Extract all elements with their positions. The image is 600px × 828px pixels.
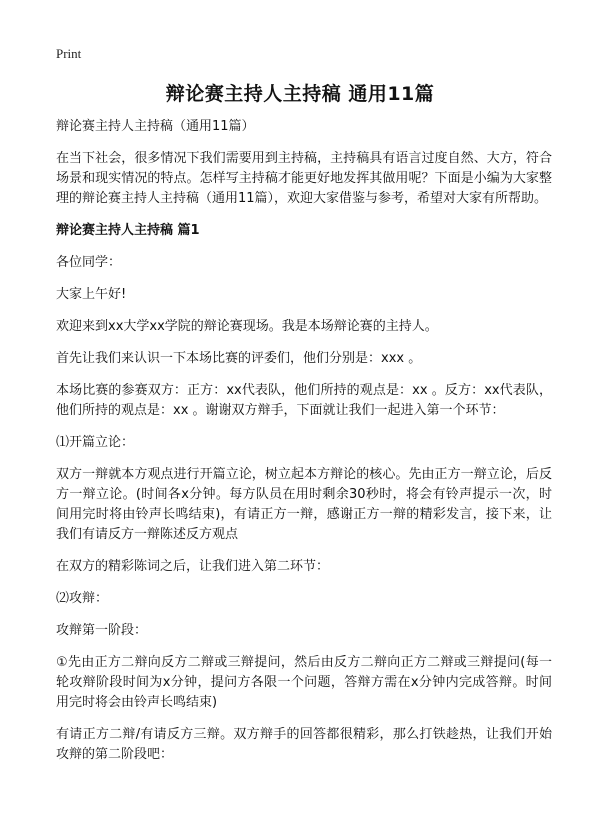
intro-paragraph: 在当下社会，很多情况下我们需要用到主持稿，主持稿具有语言过度自然、大方，符合场景和现实情况的特点。怎样写主持稿才能更好地发挥其做用呢？下面是小编为大家整理的辩论赛主持人主持稿（通用11篇），欢迎大家借鉴与参考，希望对大家有所帮助。 xyxy=(56,151,552,206)
body-paragraph: ⑵攻辩： xyxy=(56,591,109,606)
body-paragraph: 攻辩第一阶段： xyxy=(56,623,148,638)
body-paragraph: 有请正方二辩/有请反方三辩。双方辩手的回答都很精彩，那么打铁趁热，让我们开始攻辩的第二阶段吧： xyxy=(56,727,552,762)
print-link[interactable]: Print xyxy=(56,46,82,61)
document-subtitle: 辩论赛主持人主持稿（通用11篇） xyxy=(56,119,255,134)
body-paragraph: 在双方的精彩陈词之后，让我们进入第二环节： xyxy=(56,559,330,574)
body-paragraph: 双方一辩就本方观点进行开篇立论，树立起本方辩论的核心。先由正方一辩立论，后反方一辩立论。(时间各x分钟。每方队员在用时剩余30秒时，将会有铃声提示一次，时间用完时将由铃声长鸣结束)，有请正方一辩，感谢正方一辩的精彩发言，接下来，让我们有请反方一辩陈述反方观点 xyxy=(56,467,552,542)
section-heading: 辩论赛主持人主持稿 篇1 xyxy=(56,223,200,238)
body-paragraph: 首先让我们来认识一下本场比赛的评委们，他们分别是：xxx 。 xyxy=(56,351,422,366)
body-paragraph: 各位同学： xyxy=(56,255,122,270)
body-paragraph: ①先由正方二辩向反方二辩或三辩提问，然后由反方二辩向正方二辩或三辩提问(每一轮攻辩阶段时间为x分钟，提问方各限一个问题，答辩方需在x分钟内完成答辩。时间用完时将会由铃声长鸣结束) xyxy=(56,655,552,710)
document-body xyxy=(56,117,552,777)
body-paragraph: 欢迎来到xx大学xx学院的辩论赛现场。我是本场辩论赛的主持人。 xyxy=(56,319,438,334)
body-paragraph: 本场比赛的参赛双方：正方：xx代表队，他们所持的观点是：xx 。反方：xx代表队，他们所持的观点是：xx 。谢谢双方辩手，下面就让我们一起进入第一个环节： xyxy=(56,383,552,418)
body-paragraph: 大家上午好! xyxy=(56,287,127,302)
body-paragraph: ⑴开篇立论： xyxy=(56,435,135,450)
page-title: 辩论赛主持人主持稿 通用11篇 xyxy=(165,83,435,105)
